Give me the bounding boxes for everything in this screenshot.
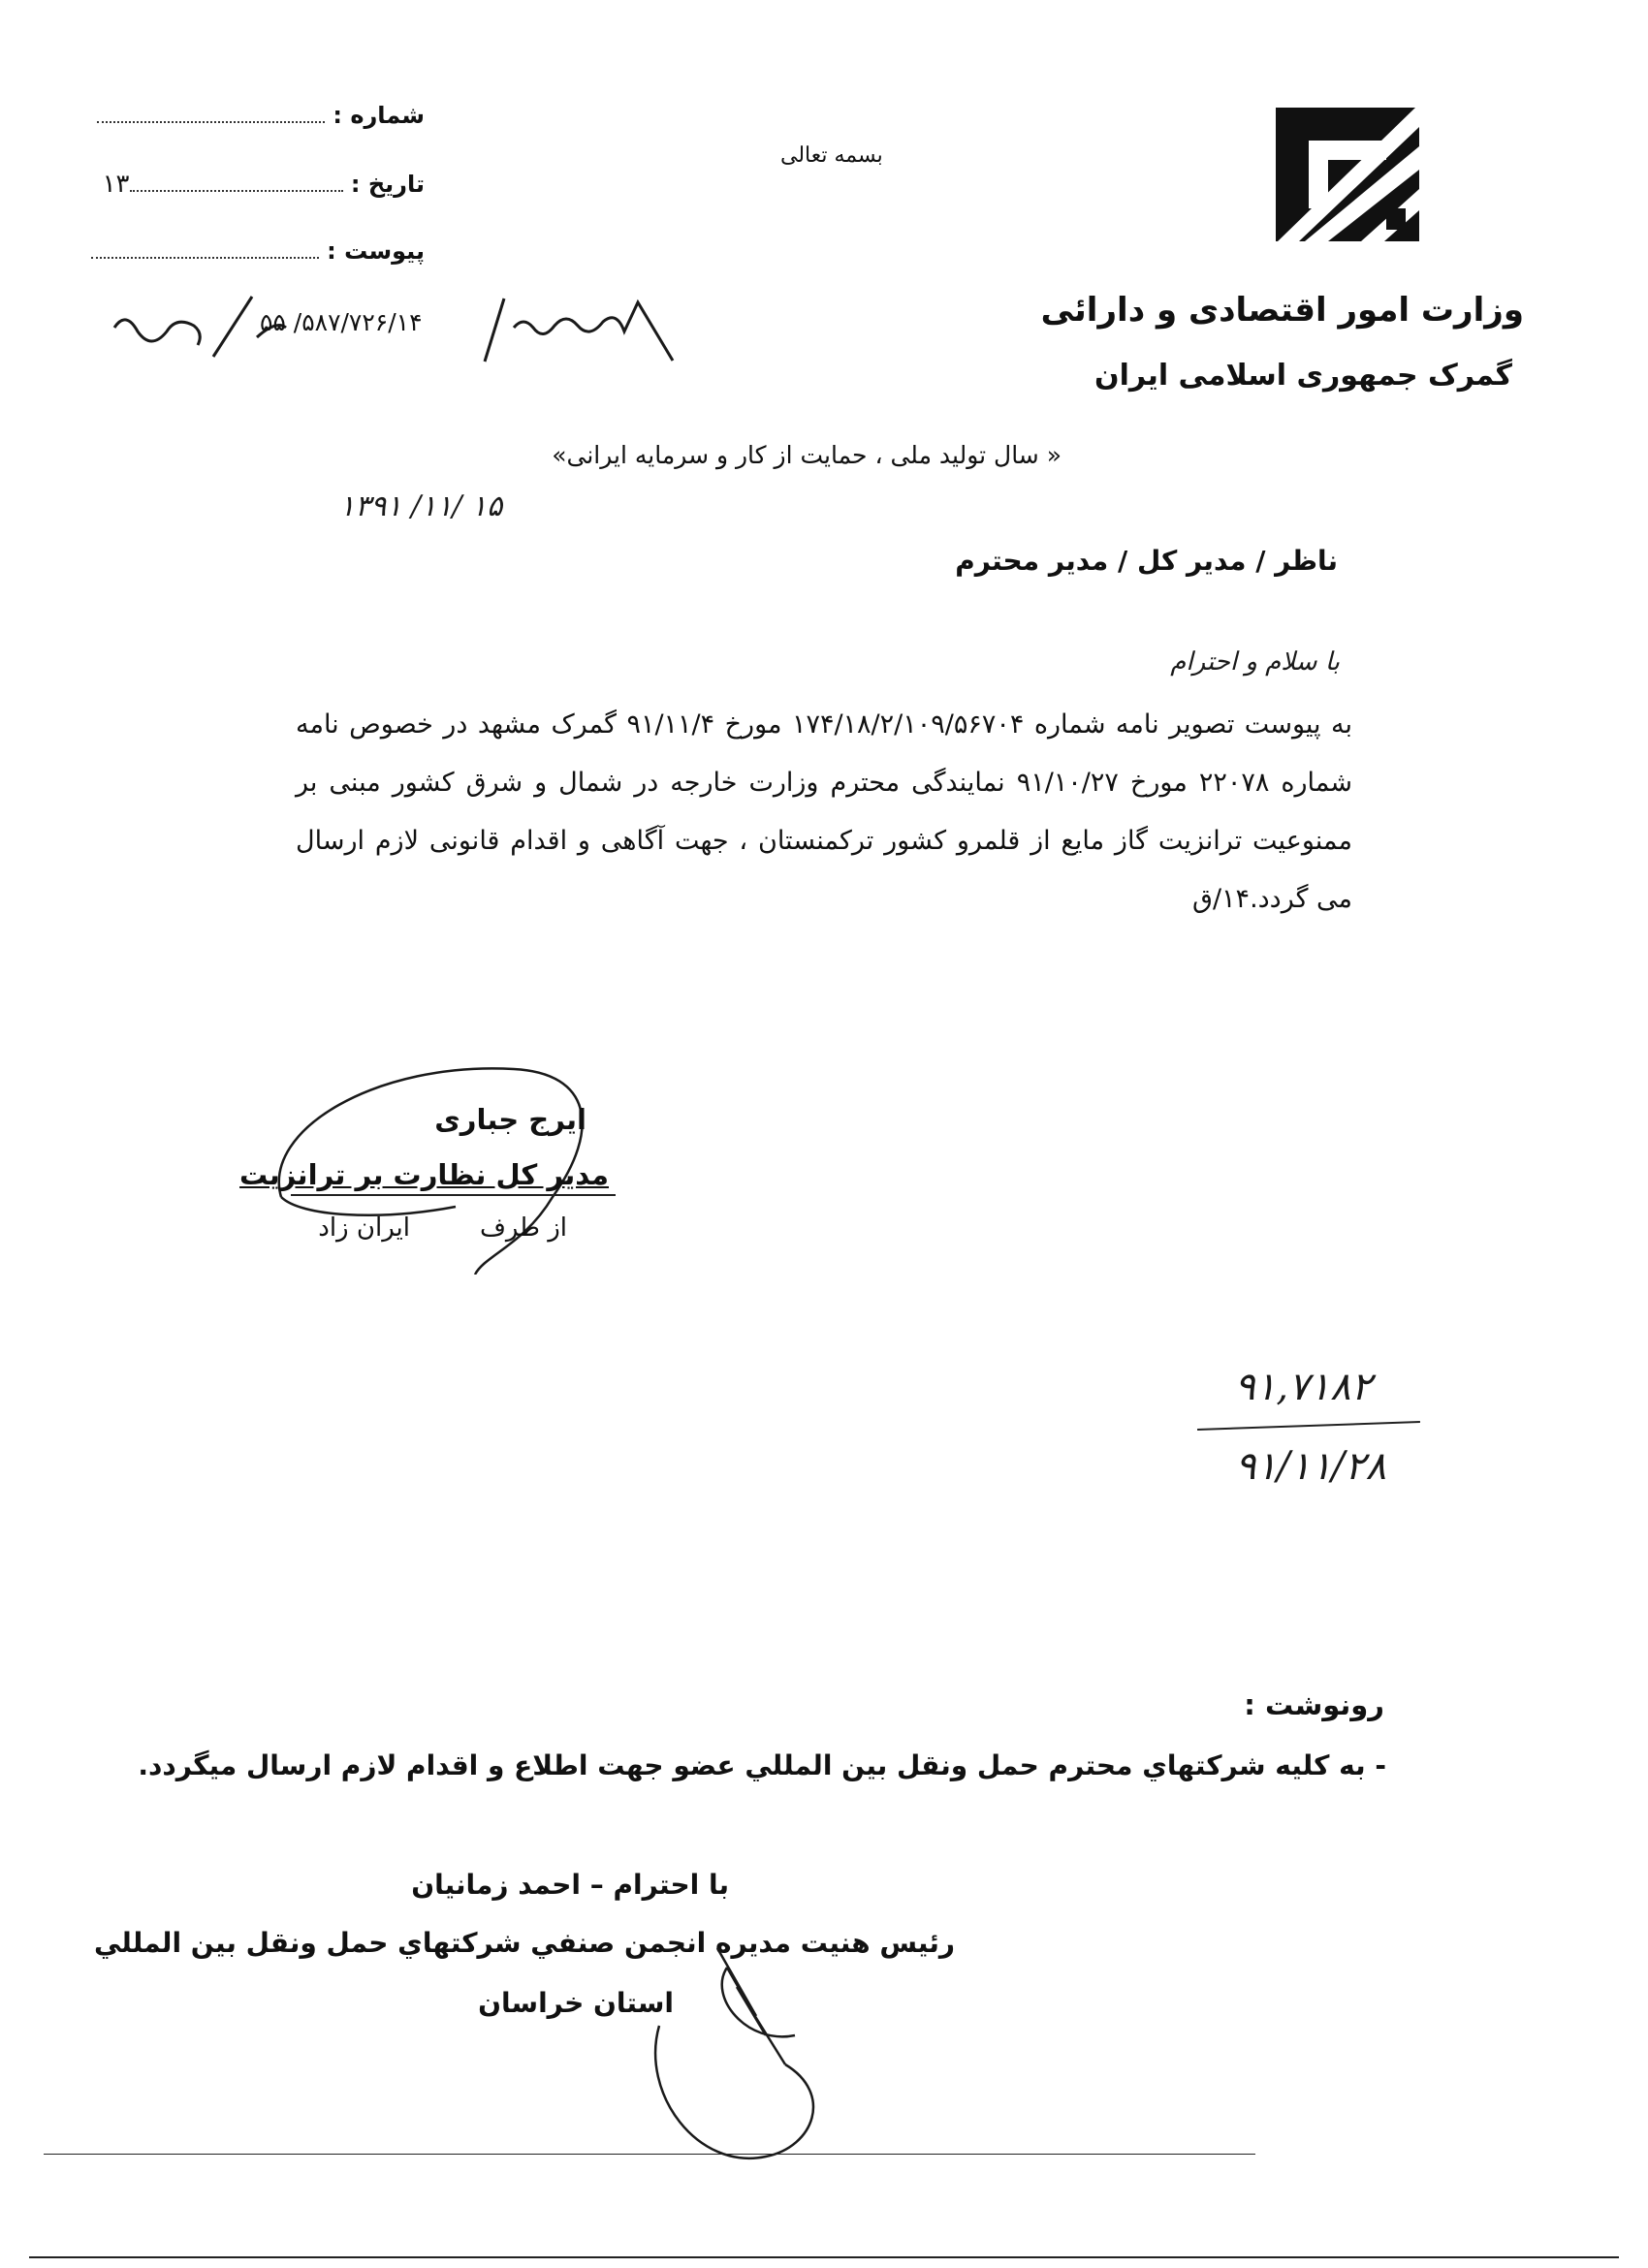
stamp-date: ۱۳۹۱ /۱۱/ ۱۵	[339, 489, 503, 523]
handwritten-reference	[107, 289, 708, 386]
registration-divider	[1197, 1421, 1420, 1431]
attachment-field	[91, 237, 425, 265]
bismillah: بسمه تعالی	[780, 143, 883, 168]
attachment-label: پیوست :	[327, 237, 425, 265]
date-value: ۱۳	[102, 170, 130, 199]
slogan: « سال تولید ملی ، حمایت از کار و سرمایه ایرانی»	[552, 441, 1062, 469]
cc-line: - به کلیه شرکتهاي محترم حمل ونقل بین المللي عضو جهت اطلاع و اقدام لازم ارسال میگردد.	[138, 1749, 1386, 1781]
footer-line-upper	[44, 2154, 1255, 2155]
closing-signature-icon	[620, 1929, 843, 2181]
cc-label: رونوشت :	[1244, 1688, 1384, 1721]
signer-name: ایرج جباری	[434, 1103, 586, 1136]
date-label: تاریخ :	[350, 171, 425, 198]
closing-province: استان خراسان	[478, 1987, 674, 2019]
closing-regards: با احترام – احمد زمانیان	[411, 1869, 729, 1901]
greeting: با سلام و احترام	[1170, 647, 1340, 677]
number-field	[97, 102, 425, 129]
footer-line-lower	[29, 2256, 1619, 2258]
registration-date: ۹۱/۱۱/۲۸	[1235, 1444, 1386, 1489]
closing-position: رئیس هنیت مدیره انجمن صنفي شرکتهاي حمل ونقل بین المللي	[93, 1927, 955, 1959]
on-behalf-label: از طرف	[479, 1213, 567, 1243]
date-field	[103, 170, 425, 199]
ministry-name: وزارت امور اقتصادی و دارائی	[1040, 291, 1524, 330]
signature-underline	[291, 1194, 616, 1196]
on-behalf-signer: ایران زاد	[318, 1213, 410, 1243]
letter-body: به پیوست تصویر نامه شماره ۱۷۴/۱۸/۲/۱۰۹/۵۶۷۰۴ مورخ ۹۱/۱۱/۴ گمرک مشهد در خصوص نامه شماره ۲۲۰۷۸ مورخ ۹۱/۱۰/۲۷ نمایندگی محترم وزارت خارجه در شمال و شرق کشور مبنی بر ممنوعیت ترانزیت گاز مایع از قلمرو کشور ترکمنستان ، جهت آگاهی و اقدام قانونی لازم ارسال می گردد.۱۴/ق	[296, 709, 1353, 914]
signer-title: مدیر کل نظارت بر ترانزیت	[239, 1158, 609, 1191]
addressee: ناظر / مدیر کل / مدیر محترم	[955, 545, 1338, 577]
number-label: شماره :	[333, 102, 425, 129]
customs-emblem-icon	[1270, 102, 1425, 247]
reference-number: ۵۵ /۵۸۷/۷۲۶/۱۴	[260, 308, 423, 336]
customs-name: گمرک جمهوری اسلامی ایران	[1094, 359, 1512, 393]
registration-number: ۹۱,۷۱۸۲	[1234, 1365, 1372, 1409]
